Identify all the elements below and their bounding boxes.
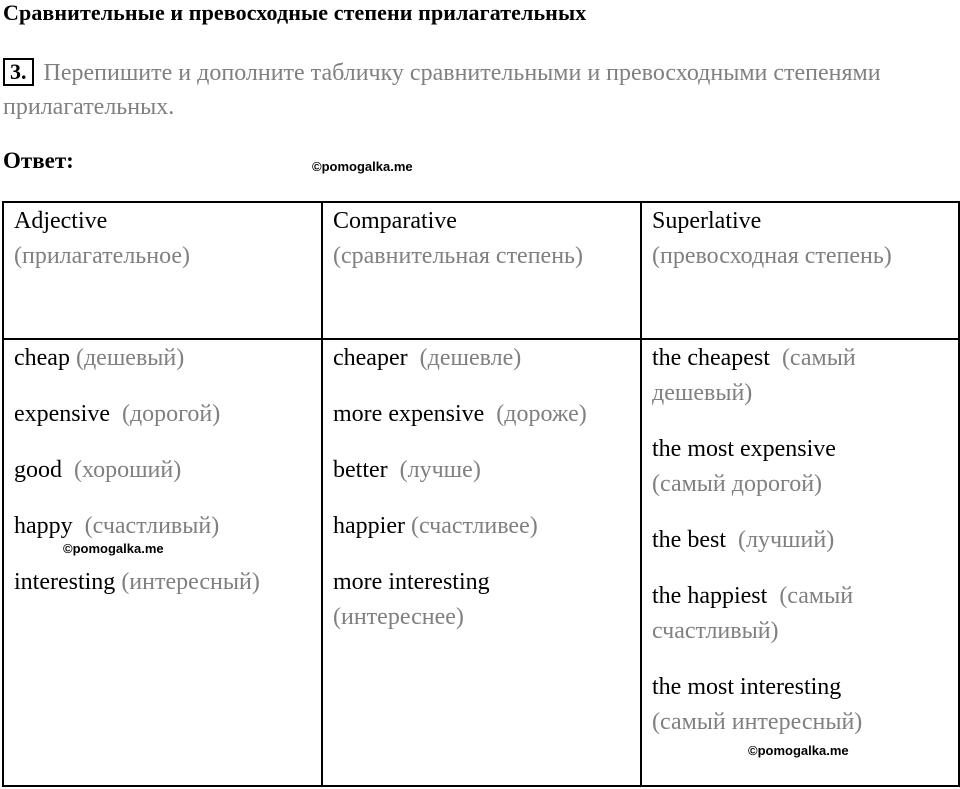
header-comparative [322, 202, 641, 339]
word-en: cheaper [333, 345, 408, 371]
task-text: Перепишите и дополните табличку сравнительными и превосходными степенями прилагательных. [3, 60, 881, 120]
header-ru: (сравнительная степень) [333, 243, 583, 269]
word-ru: (счастливее) [410, 513, 538, 539]
degrees-table [2, 201, 960, 787]
word-en: more interesting [333, 569, 490, 595]
word-en: better [333, 457, 388, 483]
page-title: Сравнительные и превосходные степени прилагательных [3, 0, 587, 25]
word-ru: (дешевле) [419, 345, 522, 371]
word-en: the most expensive [652, 436, 836, 462]
word-ru: (самый дорогой) [652, 471, 823, 497]
word-ru: (самый интересный) [652, 709, 863, 735]
table-body-row [3, 339, 959, 786]
watermark: ©pomogalka.me [63, 541, 164, 556]
header-superlative [641, 202, 959, 339]
word-en: good [14, 457, 62, 483]
list-item [14, 453, 311, 488]
word-en: happier [333, 513, 405, 539]
word-en: interesting [14, 569, 116, 595]
list-item [333, 509, 630, 544]
word-ru: (интереснее) [333, 604, 464, 630]
word-ru: (дорогой) [121, 401, 221, 427]
word-en: the best [652, 527, 726, 553]
list-item [652, 579, 948, 649]
table-header-row [3, 202, 959, 339]
comparatives-cell [322, 339, 641, 786]
list-item [333, 565, 630, 635]
list-item [14, 341, 311, 376]
word-en: expensive [14, 401, 110, 427]
word-ru: (лучший) [737, 527, 835, 553]
word-ru: (интересный) [121, 569, 260, 595]
watermark: ©pomogalka.me [748, 743, 849, 758]
word-ru: (лучше) [399, 457, 481, 483]
adjectives-cell [3, 339, 322, 786]
list-item [652, 670, 948, 740]
header-en: Superlative [652, 208, 762, 234]
word-ru: (самый дешевый) [652, 345, 856, 406]
word-en: the happiest [652, 583, 768, 609]
word-ru: (счастливый) [84, 513, 220, 539]
list-item [333, 341, 630, 376]
list-item [333, 397, 630, 432]
header-en: Comparative [333, 208, 457, 234]
word-en: more expensive [333, 401, 485, 427]
word-en: happy [14, 513, 73, 539]
task-instruction [3, 56, 933, 124]
word-en: the cheapest [652, 345, 770, 371]
list-item [14, 565, 311, 600]
word-en: the most interesting [652, 674, 842, 700]
header-en: Adjective [14, 208, 108, 234]
list-item [652, 523, 948, 558]
answer-label: Ответ: [3, 148, 74, 173]
task-number: 3. [3, 58, 34, 86]
list-item [652, 432, 948, 502]
word-ru: (хороший) [74, 457, 182, 483]
word-en: cheap [14, 345, 70, 371]
header-adjective [3, 202, 322, 339]
header-ru: (прилагательное) [14, 243, 191, 269]
watermark: ©pomogalka.me [312, 159, 413, 174]
list-item [333, 453, 630, 488]
word-ru: (дешевый) [75, 345, 185, 371]
list-item [14, 397, 311, 432]
superlatives-cell [641, 339, 959, 786]
list-item [14, 509, 311, 544]
word-ru: (дороже) [496, 401, 587, 427]
list-item [652, 341, 948, 411]
word-ru: (самый счастливый) [652, 583, 854, 644]
header-ru: (превосходная степень) [652, 243, 892, 269]
